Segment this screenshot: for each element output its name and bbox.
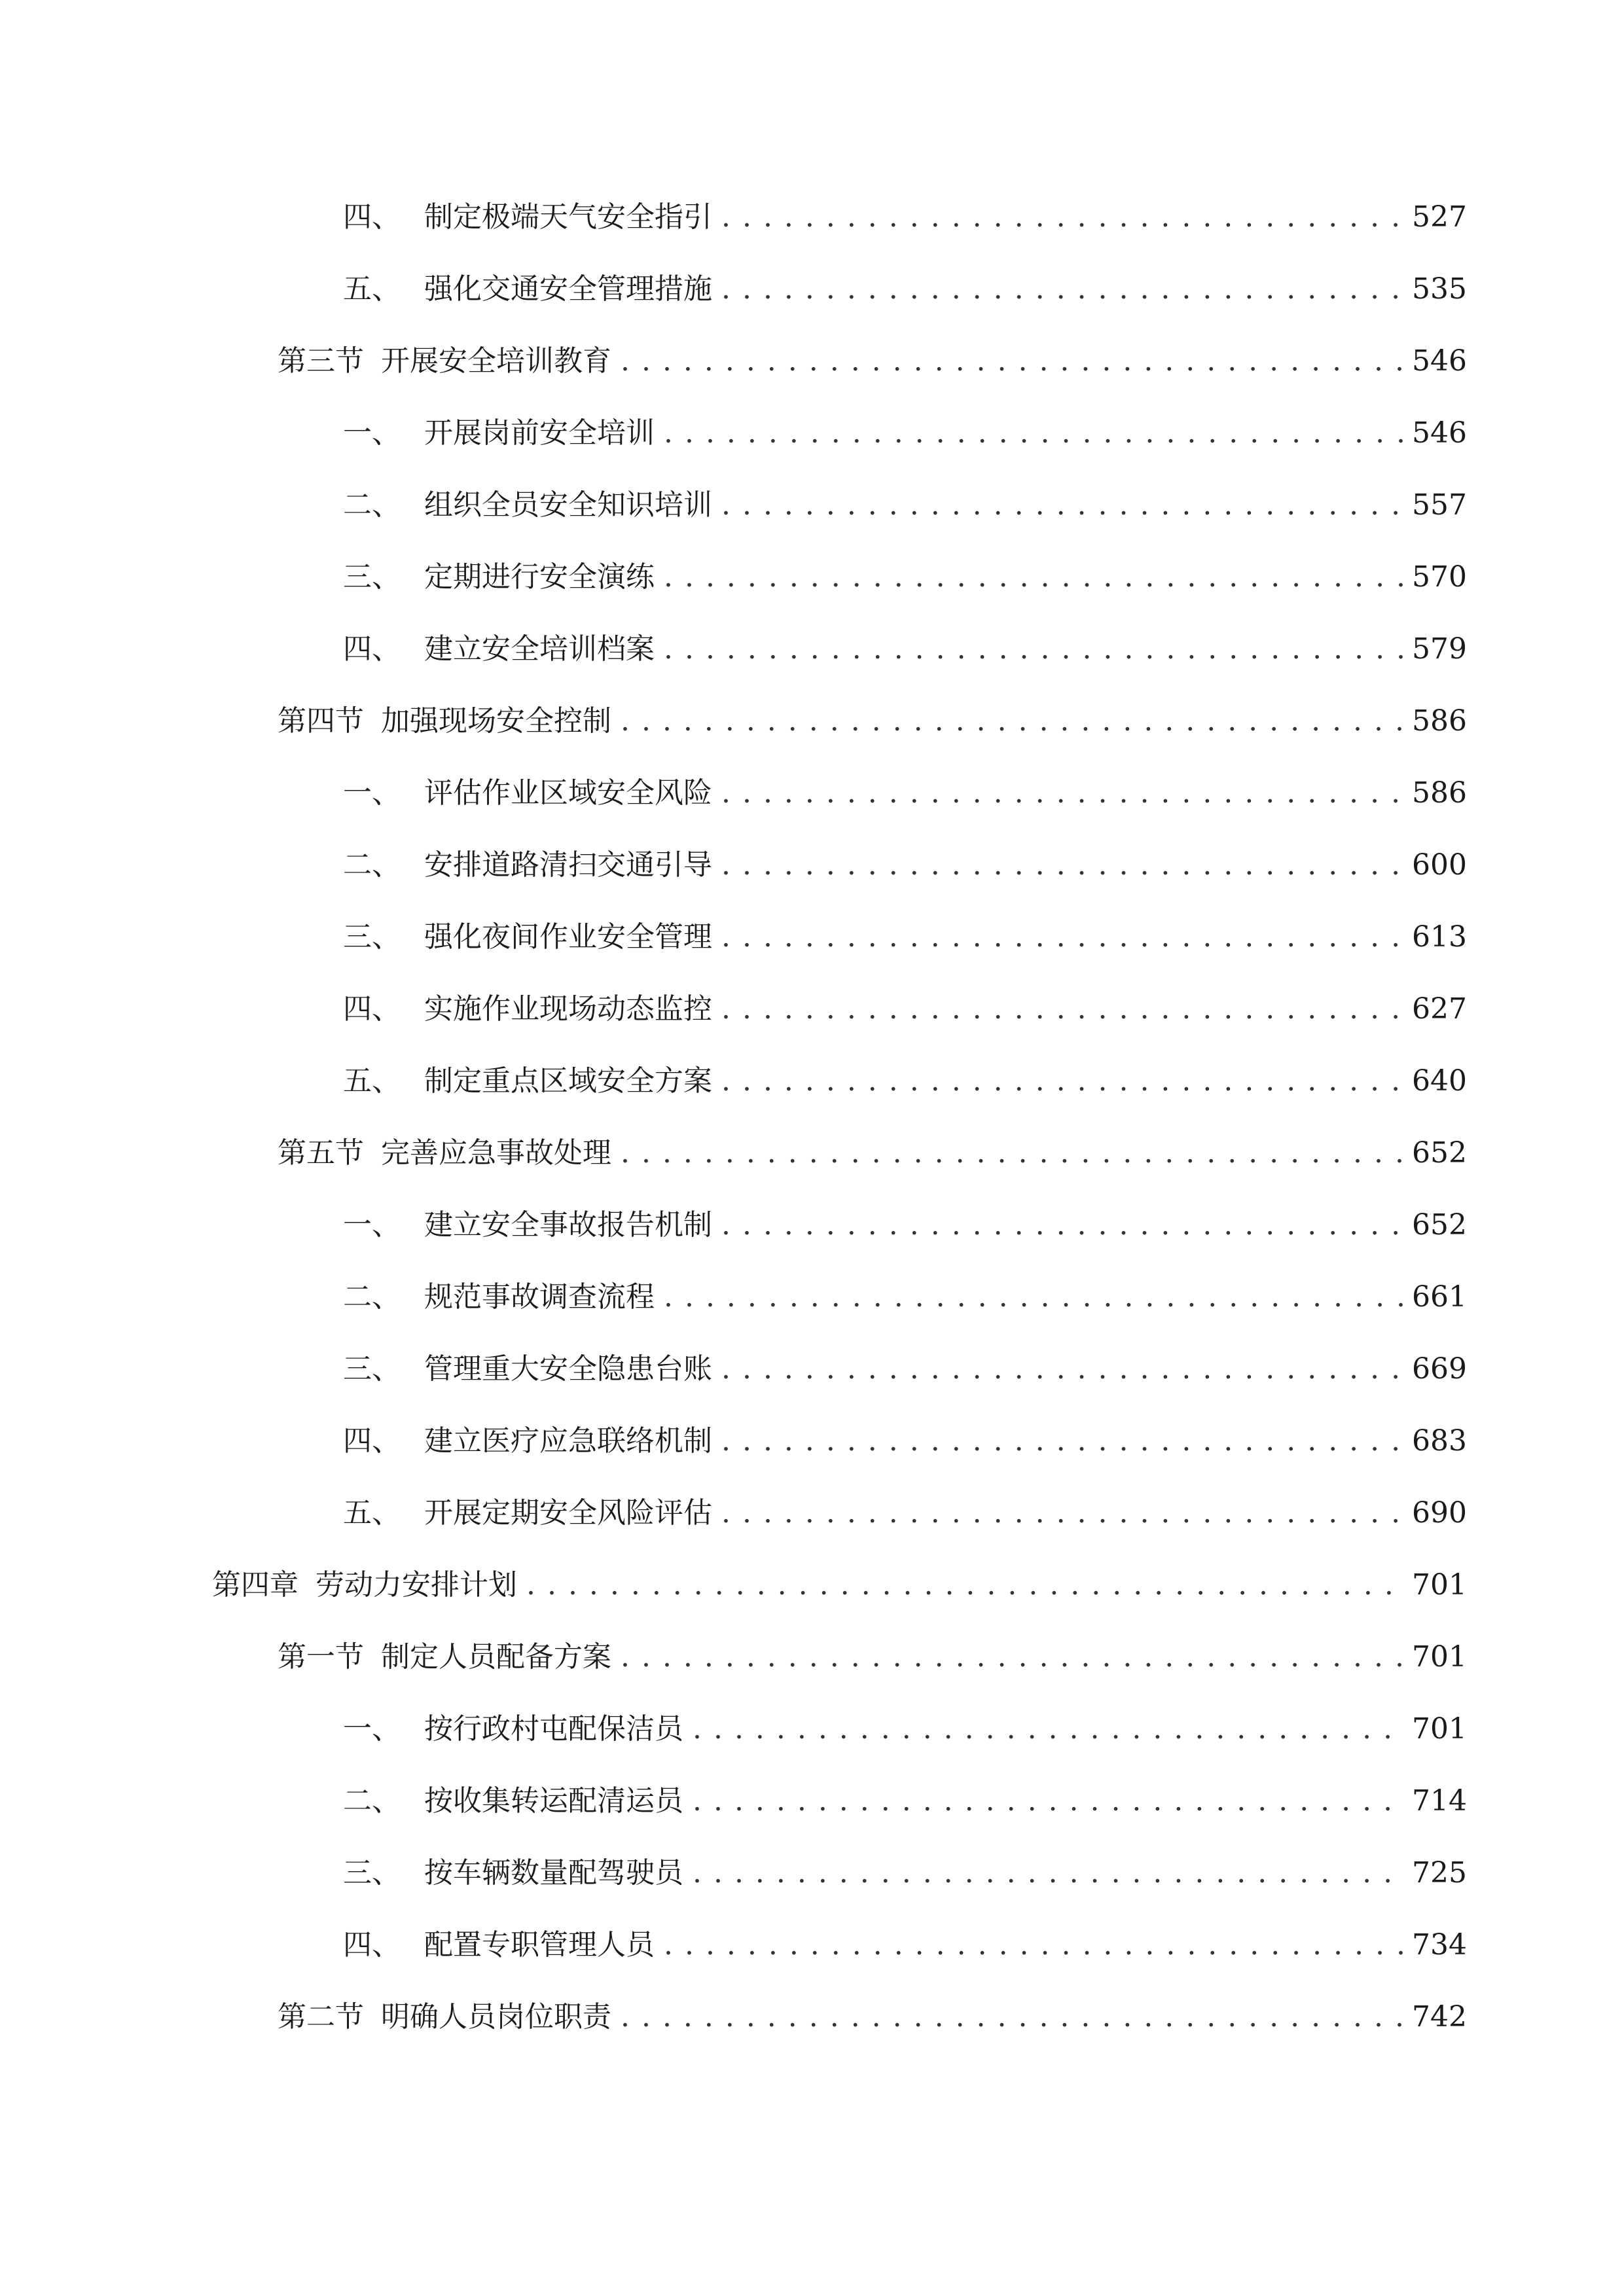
entry-number: 第四节 (278, 704, 364, 738)
entry-page-number: 527 (1412, 200, 1467, 234)
entry-page-number: 586 (1412, 704, 1467, 738)
toc-entry[interactable] (278, 1634, 1467, 1680)
entry-title: 完善应急事故处理 (381, 1136, 611, 1170)
entry-page-number: 652 (1412, 1208, 1467, 1242)
toc-entry[interactable] (343, 194, 1467, 240)
dot-leader (721, 1202, 1403, 1248)
dot-leader (664, 1922, 1403, 1968)
entry-page-number: 701 (1412, 1640, 1467, 1674)
entry-page-number: 546 (1412, 344, 1467, 378)
dot-leader (721, 770, 1403, 816)
toc-entry[interactable] (212, 1562, 1467, 1608)
toc-entry[interactable] (278, 698, 1467, 744)
dot-leader (664, 554, 1403, 600)
toc-entry[interactable] (343, 1706, 1467, 1752)
entry-title: 定期进行安全演练 (424, 560, 655, 594)
entry-title: 开展安全培训教育 (381, 344, 611, 378)
entry-title: 劳动力安排计划 (316, 1568, 517, 1602)
entry-number: 第四章 (212, 1568, 298, 1602)
entry-number: 三、 (343, 1352, 401, 1386)
toc-entry[interactable] (343, 554, 1467, 600)
entry-title: 建立安全事故报告机制 (424, 1208, 712, 1242)
entry-page-number: 570 (1412, 560, 1467, 594)
entry-number: 四、 (343, 1928, 401, 1962)
entry-title: 管理重大安全隐患台账 (424, 1352, 712, 1386)
entry-title: 强化交通安全管理措施 (424, 272, 712, 306)
dot-leader (621, 1994, 1403, 2040)
entry-title: 强化夜间作业安全管理 (424, 920, 712, 954)
entry-title: 按行政村屯配保洁员 (424, 1712, 683, 1746)
toc-entry[interactable] (343, 1346, 1467, 1392)
entry-title: 按车辆数量配驾驶员 (424, 1856, 683, 1890)
entry-title: 开展岗前安全培训 (424, 416, 655, 450)
toc-entry[interactable] (278, 1994, 1467, 2040)
toc-entry[interactable] (343, 842, 1467, 888)
entry-title: 制定重点区域安全方案 (424, 1064, 712, 1098)
entry-page-number: 714 (1412, 1784, 1467, 1818)
entry-number: 第一节 (278, 1640, 364, 1674)
toc-entry[interactable] (343, 914, 1467, 960)
dot-leader (693, 1706, 1403, 1752)
entry-number: 二、 (343, 1784, 401, 1818)
entry-page-number: 600 (1412, 848, 1467, 882)
dot-leader (721, 986, 1403, 1032)
entry-page-number: 627 (1412, 992, 1467, 1026)
entry-page-number: 683 (1412, 1424, 1467, 1458)
entry-title: 规范事故调查流程 (424, 1280, 655, 1314)
entry-number: 三、 (343, 1856, 401, 1890)
entry-number: 二、 (343, 1280, 401, 1314)
entry-title: 明确人员岗位职责 (381, 2000, 611, 2034)
dot-leader (693, 1850, 1403, 1896)
entry-page-number: 742 (1412, 2000, 1467, 2034)
entry-page-number: 701 (1412, 1712, 1467, 1746)
entry-page-number: 535 (1412, 272, 1467, 306)
entry-number: 四、 (343, 632, 401, 666)
dot-leader (664, 626, 1403, 672)
entry-page-number: 725 (1412, 1856, 1467, 1890)
entry-title: 配置专职管理人员 (424, 1928, 655, 1962)
entry-number: 三、 (343, 920, 401, 954)
toc-entry[interactable] (343, 770, 1467, 816)
entry-number: 一、 (343, 1208, 401, 1242)
entry-number: 一、 (343, 416, 401, 450)
entry-number: 二、 (343, 488, 401, 522)
entry-title: 组织全员安全知识培训 (424, 488, 712, 522)
toc-entry[interactable] (278, 338, 1467, 384)
dot-leader (664, 410, 1403, 456)
entry-number: 五、 (343, 1064, 401, 1098)
dot-leader (526, 1562, 1403, 1608)
entry-title: 开展定期安全风险评估 (424, 1496, 712, 1530)
dot-leader (721, 266, 1403, 312)
entry-number: 二、 (343, 848, 401, 882)
dot-leader (721, 1346, 1403, 1392)
dot-leader (721, 842, 1403, 888)
dot-leader (621, 698, 1403, 744)
dot-leader (721, 194, 1403, 240)
toc-entry[interactable] (343, 626, 1467, 672)
dot-leader (721, 482, 1403, 528)
entry-title: 制定人员配备方案 (381, 1640, 611, 1674)
entry-title: 建立安全培训档案 (424, 632, 655, 666)
dot-leader (693, 1778, 1403, 1824)
toc-entry[interactable] (278, 1130, 1467, 1176)
dot-leader (621, 338, 1403, 384)
toc-entry[interactable] (343, 986, 1467, 1032)
entry-title: 按收集转运配清运员 (424, 1784, 683, 1818)
entry-page-number: 652 (1412, 1136, 1467, 1170)
entry-page-number: 586 (1412, 776, 1467, 810)
entry-title: 建立医疗应急联络机制 (424, 1424, 712, 1458)
entry-number: 四、 (343, 200, 401, 234)
entry-page-number: 546 (1412, 416, 1467, 450)
entry-number: 第三节 (278, 344, 364, 378)
dot-leader (621, 1130, 1403, 1176)
entry-page-number: 557 (1412, 488, 1467, 522)
toc-entry[interactable] (343, 1274, 1467, 1320)
entry-number: 四、 (343, 992, 401, 1026)
toc-entry[interactable] (343, 1202, 1467, 1248)
dot-leader (721, 1418, 1403, 1464)
entry-title: 评估作业区域安全风险 (424, 776, 712, 810)
toc-entry[interactable] (343, 1058, 1467, 1104)
entry-page-number: 669 (1412, 1352, 1467, 1386)
toc-entry[interactable] (343, 1922, 1467, 1968)
dot-leader (621, 1634, 1403, 1680)
dot-leader (721, 1490, 1403, 1536)
toc-entry[interactable] (343, 266, 1467, 312)
dot-leader (721, 1058, 1403, 1104)
entry-number: 四、 (343, 1424, 401, 1458)
toc-entry[interactable] (343, 1850, 1467, 1896)
toc-entry[interactable] (343, 482, 1467, 528)
entry-number: 三、 (343, 560, 401, 594)
entry-page-number: 640 (1412, 1064, 1467, 1098)
entry-page-number: 661 (1412, 1280, 1467, 1314)
dot-leader (664, 1274, 1403, 1320)
toc-entry[interactable] (343, 1418, 1467, 1464)
entry-number: 第二节 (278, 2000, 364, 2034)
entry-number: 第五节 (278, 1136, 364, 1170)
entry-title: 制定极端天气安全指引 (424, 200, 712, 234)
toc-entry[interactable] (343, 1490, 1467, 1536)
entry-number: 一、 (343, 776, 401, 810)
dot-leader (721, 914, 1403, 960)
entry-page-number: 613 (1412, 920, 1467, 954)
entry-title: 安排道路清扫交通引导 (424, 848, 712, 882)
entry-page-number: 579 (1412, 632, 1467, 666)
entry-number: 五、 (343, 1496, 401, 1530)
entry-title: 加强现场安全控制 (381, 704, 611, 738)
entry-page-number: 690 (1412, 1496, 1467, 1530)
entry-page-number: 734 (1412, 1928, 1467, 1962)
toc-entry[interactable] (343, 1778, 1467, 1824)
entry-title: 实施作业现场动态监控 (424, 992, 712, 1026)
entry-number: 一、 (343, 1712, 401, 1746)
entry-number: 五、 (343, 272, 401, 306)
toc-entry[interactable] (343, 410, 1467, 456)
entry-page-number: 701 (1412, 1568, 1467, 1602)
